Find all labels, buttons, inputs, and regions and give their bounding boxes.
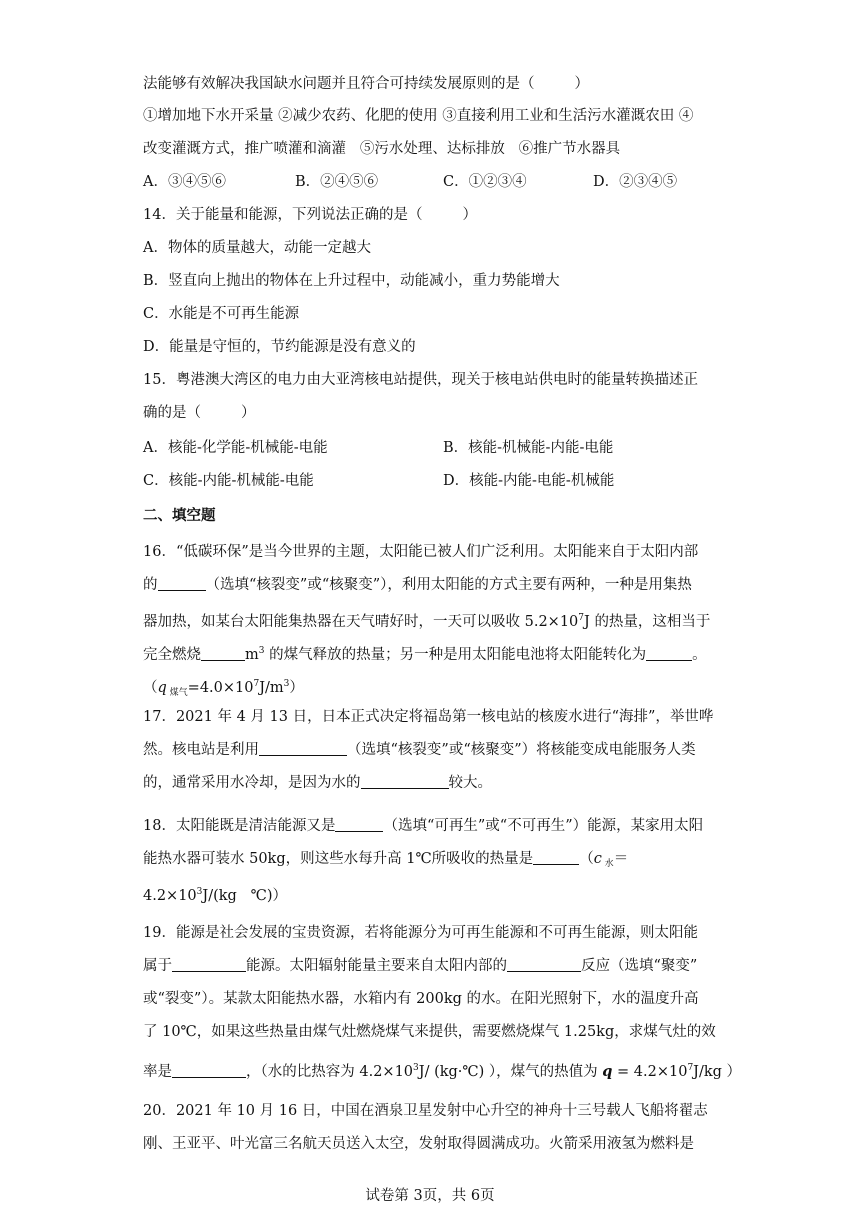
q14-option-a: A．物体的质量越大，动能一定越大 <box>143 240 371 256</box>
q20-line1: 20．2021 年 10 月 16 日，中国在酒泉卫星发射中心升空的神舟十三号载人飞船将翟志 <box>143 1103 708 1119</box>
q15-stem-line2: 确的是（ ） <box>143 405 256 421</box>
answer-blank[interactable] <box>361 774 449 789</box>
page-footer: 试卷第 3页，共 6页 <box>365 1188 495 1204</box>
answer-blank[interactable] <box>158 576 206 591</box>
q18-line1: 18．太阳能既是清洁能源又是 （选填“可再生”或“不可再生”）能源，某家用太阳 <box>143 818 704 834</box>
q13-option-a: A．③④⑤⑥ <box>143 174 226 190</box>
q17-line3: 的，通常采用水冷却，是因为水的 较大。 <box>143 775 492 791</box>
q14-option-c: C．水能是不可再生能源 <box>143 306 300 322</box>
q20-line2: 刚、王亚平、叶光富三名航天员送入太空，发射取得圆满成功。火箭采用液氢为燃料是 <box>143 1136 694 1152</box>
q15-option-c: C．核能-内能-机械能-电能 <box>143 473 314 489</box>
answer-blank[interactable] <box>533 850 579 865</box>
q19-line2: 属于 能源。太阳辐射能量主要来自太阳内部的 反应（选填“聚变” <box>143 958 698 974</box>
q13-option-b: B．②④⑤⑥ <box>295 174 379 190</box>
q15-option-d: D．核能-内能-电能-机械能 <box>443 473 615 489</box>
q17-line2: 然。核电站是利用 （选填“核裂变”或“核聚变”）将核能变成电能服务人类 <box>143 742 696 758</box>
section-heading: 二、填空题 <box>143 507 216 524</box>
q14-option-b: B．竖直向上抛出的物体在上升过程中，动能减小，重力势能增大 <box>143 273 560 289</box>
q16-line4: 完全燃烧 $m^3$ 的煤气释放的热量；另一种是用太阳能电池将太阳能转化为 。 <box>143 646 707 663</box>
q16-line3: 器加热，如某台太阳能集热器在天气晴好时，一天可以吸收 $5.2\times 10^7J$ 的热量，这相当于 <box>143 613 711 630</box>
q13-option-c: C．①②③④ <box>443 174 527 190</box>
q13-line2: ①增加地下水开采量 ②减少农药、化肥的使用 ③直接利用工业和生活污水灌溉农田 ④ <box>143 108 694 124</box>
answer-blank[interactable] <box>646 646 692 661</box>
q18-line3: $4.2\times 10^3J/(kg$ ℃)） <box>143 887 288 904</box>
q19-line1: 19．能源是社会发展的宝贵资源，若将能源分为可再生能源和不可再生能源，则太阳能 <box>143 925 698 941</box>
q13-line3: 改变灌溉方式，推广喷灌和滴灌 ⑤污水处理、达标排放 ⑥推广节水器具 <box>143 141 621 157</box>
q13-option-d: D．②③④⑤ <box>593 174 678 190</box>
q14-stem: 14．关于能量和能源，下列说法正确的是（ ） <box>143 207 477 223</box>
answer-blank[interactable] <box>172 957 246 972</box>
q17-line1: 17．2021 年 4 月 13 日，日本正式决定将福岛第一核电站的核废水进行“海排”，举世哗 <box>143 709 714 725</box>
q14-option-d: D．能量是守恒的，节约能源是没有意义的 <box>143 339 416 355</box>
q18-line2: 能热水器可装水 50kg，则这些水每升高 1℃所吸收的热量是 （c $_水$＝ <box>143 851 629 869</box>
answer-blank[interactable] <box>259 741 347 756</box>
answer-blank[interactable] <box>335 817 383 832</box>
q15-option-b: B．核能-机械能-内能-电能 <box>443 440 614 456</box>
q19-line4: 了 10℃，如果这些热量由煤气灶燃烧煤气来提供，需要燃烧煤气 1.25kg，求煤气灶的效 <box>143 1024 716 1040</box>
q16-line2: 的 （选填“核裂变”或“核聚变”），利用太阳能的方式主要有两种，一种是用集热 <box>143 577 692 593</box>
q19-line5: 率是 ，（水的比热容为 $4.2\times 10^3J/$ (kg·℃) ），煤气的热值为 $q = 4.2\times 10^7J/kg$ ） <box>143 1063 742 1080</box>
q16-line5: （q $_{煤气}=4.0\times 10^7J/m^3$） <box>143 679 304 698</box>
answer-blank[interactable] <box>172 1063 246 1078</box>
q19-line3: 或“裂变”）。某款太阳能热水器，水箱内有 200kg 的水。在阳光照射下，水的温度升高 <box>143 991 699 1007</box>
answer-blank[interactable] <box>201 646 245 661</box>
q16-line1: 16．“低碳环保”是当今世界的主题，太阳能已被人们广泛利用。太阳能来自于太阳内部 <box>143 544 699 560</box>
answer-blank[interactable] <box>507 957 581 972</box>
q15-option-a: A．核能-化学能-机械能-电能 <box>143 440 328 456</box>
q13-line1: 法能够有效解决我国缺水问题并且符合可持续发展原则的是（ ） <box>143 76 589 92</box>
q15-stem-line1: 15．粤港澳大湾区的电力由大亚湾核电站提供，现关于核电站供电时的能量转换描述正 <box>143 372 698 388</box>
